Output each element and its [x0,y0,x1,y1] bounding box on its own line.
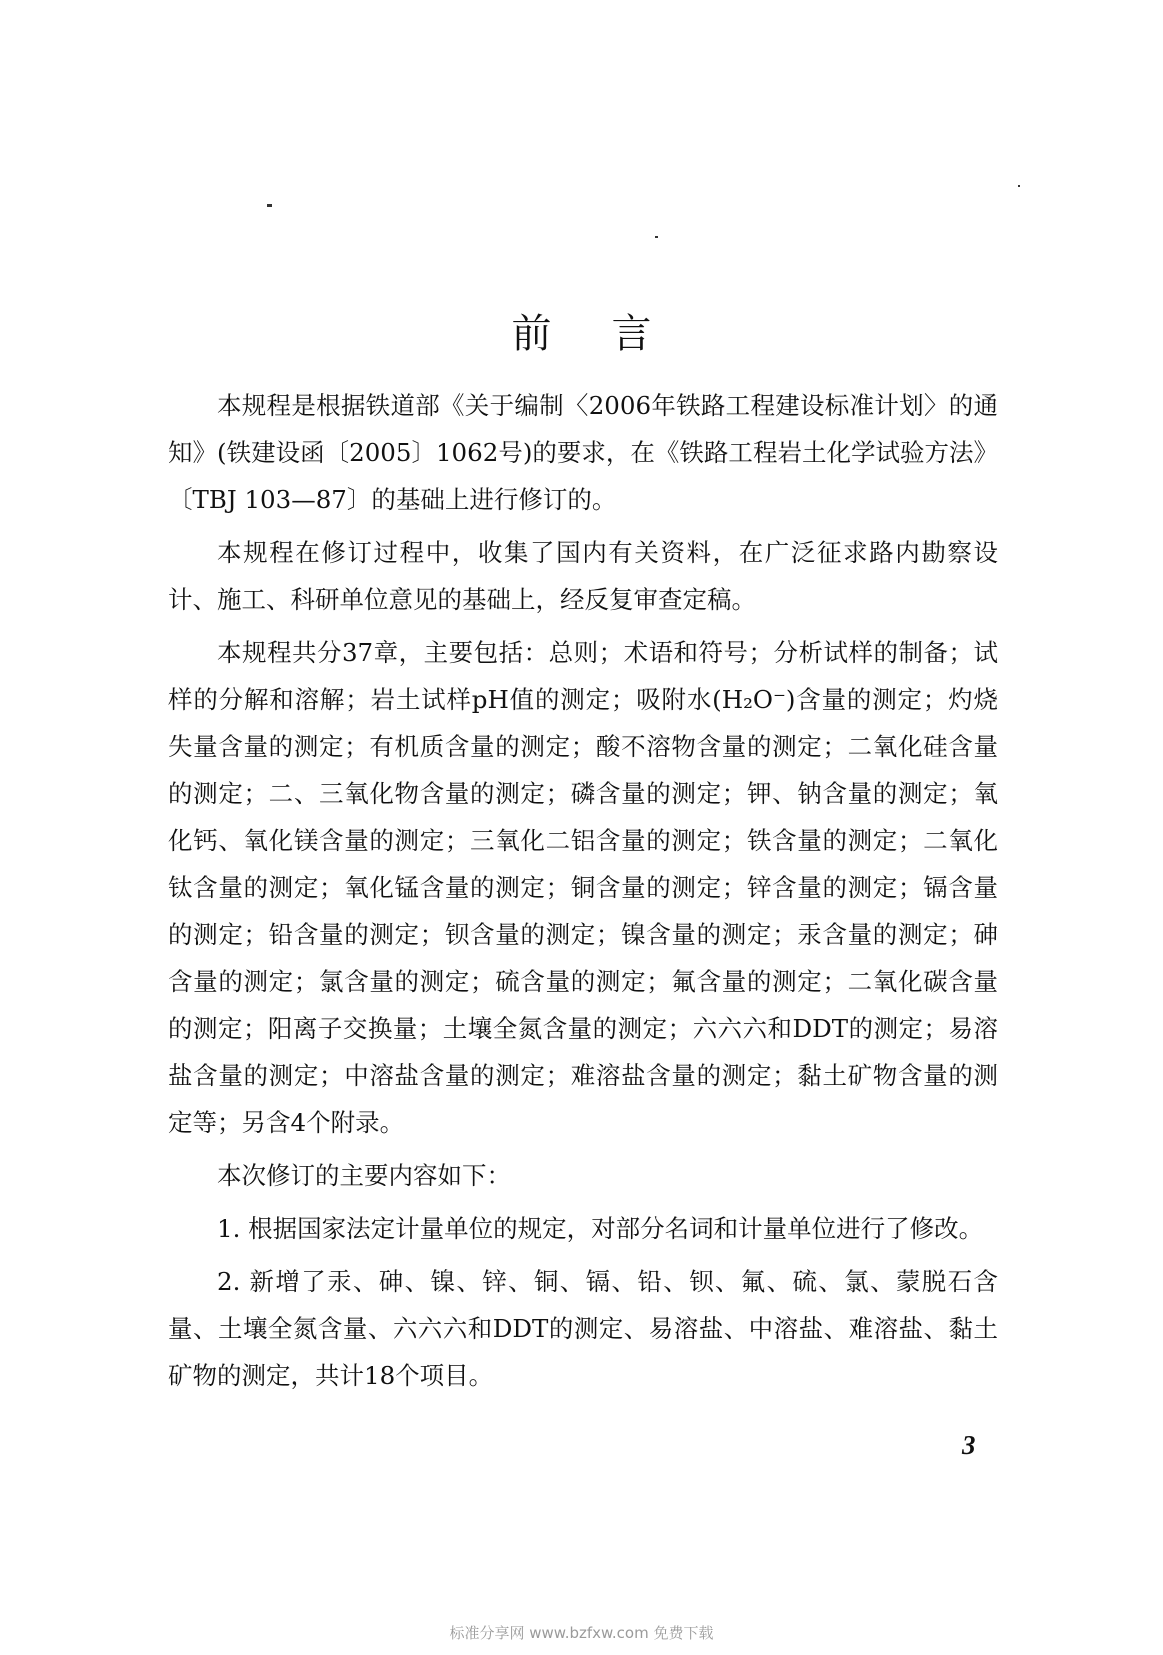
preface-body [168,382,998,1405]
scan-speck [1018,185,1020,187]
paragraph: 1. 根据国家法定计量单位的规定，对部分名词和计量单位进行了修改。 [217,1214,984,1243]
page-title: 前言 [511,311,712,357]
page-number: 3 [962,1430,976,1460]
paragraph: 2. 新增了汞、砷、镍、锌、铜、镉、铅、钡、氟、硫、氯、蒙脱石含量、土壤全氮含量、六六六和DDT的测定、易溶盐、中溶盐、难溶盐、黏土矿物的测定，共计18个项目。 [168,1267,998,1390]
footer-watermark: 标准分享网 www.bzfxw.com 免费下载 [449,1624,714,1642]
paragraph: 本规程共分37章，主要包括：总则；术语和符号；分析试样的制备；试样的分解和溶解；岩土试样pH值的测定；吸附水(H₂O⁻)含量的测定；灼烧失量含量的测定；有机质含量的测定；酸不溶物含量的测定；二氧化硅含量的测定；二、三氧化物含量的测定；磷含量的测定；钾、钠含量的测定；氧化钙、氧化镁含量的测定；三氧化二铝含量的测定；铁含量的测定；二氧化钛含量的测定；氧化锰含量的测定；铜含量的测定；锌含量的测定；镉含量的测定；铅含量的测定；钡含量的测定；镍含量的测定；汞含量的测定；砷含量的测定；氯含量的测定；硫含量的测定；氟含量的测定；二氧化碳含量的测定；阳离子交换量；土壤全氮含量的测定；六六六和DDT的测定；易溶盐含量的测定；中溶盐含量的测定；难溶盐含量的测定；黏土矿物含量的测定等；另含4个附录。 [168,638,998,1137]
paragraph: 本规程是根据铁道部《关于编制〈2006年铁路工程建设标准计划〉的通知》(铁建设函〔2005〕1062号)的要求，在《铁路工程岩土化学试验方法》〔TBJ 103—87〕的基础上进行修订的。 [168,391,998,514]
scan-speck [267,204,272,207]
scan-speck [655,236,658,238]
paragraph: 本规程在修订过程中，收集了国内有关资料，在广泛征求路内勘察设计、施工、科研单位意见的基础上，经反复审查定稿。 [168,538,998,614]
paragraph: 本次修订的主要内容如下： [217,1161,511,1190]
